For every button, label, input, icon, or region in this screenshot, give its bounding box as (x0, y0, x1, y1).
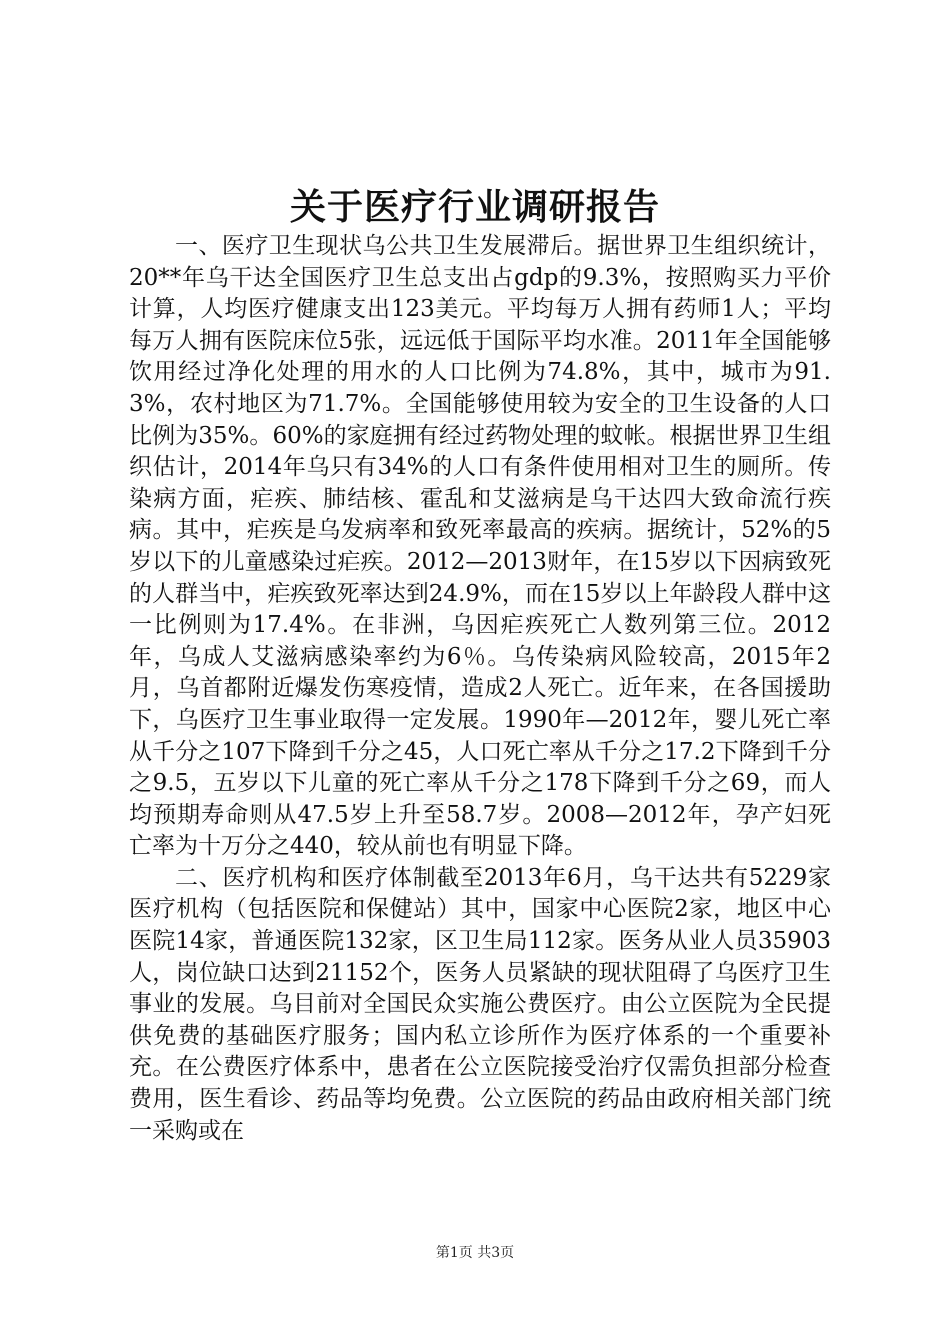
page-number-footer: 第1页 共3页 (435, 1245, 515, 1261)
document-body (129, 231, 831, 1147)
paragraph-healthcare-status: 一、医疗卫生现状乌公共卫生发展滞后。据世界卫生组织统计，20**年乌干达全国医疗卫生总支出占gdp的9.3%，按照购买力平价计算，人均医疗健康支出123美元。平均每万人拥有药师1人；平均每万人拥有医院床位5张，远远低于国际平均水准。2011年全国能够饮用经过净化处理的用水的人口比例为74.8%，其中，城市为91.3%，农村地区为71.7%。全国能够使用较为安全的卫生设备的人口比例为35%。60%的家庭拥有经过药物处理的蚊帐。根据世界卫生组织估计，2014年乌只有34%的人口有条件使用相对卫生的厕所。传染病方面，疟疾、肺结核、霍乱和艾滋病是乌干达四大致命流行疾病。其中，疟疾是乌发病率和致死率最高的疾病。据统计，52%的5岁以下的儿童感染过疟疾。2012—2013财年，在15岁以下因病致死的人群当中，疟疾致死率达到24.9%，而在15岁以上年龄段人群中这一比例则为17.4%。在非洲，乌因疟疾死亡人数列第三位。2012年，乌成人艾滋病感染率约为6％。乌传染病风险较高，2015年2月，乌首都附近爆发伤寒疫情，造成2人死亡。近年来，在各国援助下，乌医疗卫生事业取得一定发展。1990年—2012年，婴儿死亡率从千分之107下降到千分之45，人口死亡率从千分之17.2下降到千分之9.5，五岁以下儿童的死亡率从千分之178下降到千分之69，而人均预期寿命则从47.5岁上升至58.7岁。2008—2012年，孕产妇死亡率为十万分之440，较从前也有明显下降。 (129, 233, 831, 860)
paragraph-medical-institutions: 二、医疗机构和医疗体制截至2013年6月，乌干达共有5229家医疗机构（包括医院和保健站）其中，国家中心医院2家，地区中心医院14家，普通医院132家，区卫生局112家。医务从业人员35903人，岗位缺口达到21152个，医务人员紧缺的现状阻碍了乌医疗卫生事业的发展。乌目前对全国民众实施公费医疗。由公立医院为全民提供免费的基础医疗服务；国内私立诊所作为医疗体系的一个重要补充。在公费医疗体系中，患者在公立医院接受治疗仅需负担部分检查费用，医生看诊、药品等均免费。公立医院的药品由政府相关部门统一采购或在 (129, 864, 831, 1144)
document-title: 关于医疗行业调研报告 (289, 187, 660, 228)
